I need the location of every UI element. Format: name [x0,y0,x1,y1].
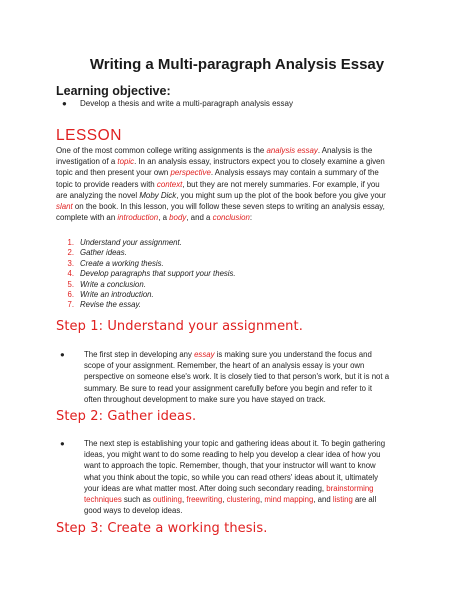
list-text: Write a conclusion. [80,279,146,289]
text-run: , [260,495,265,505]
text-run: The first step in developing any [84,350,195,359]
text-run: summary. Be sure to read your assignment carefully before you begin and refer to it [84,383,373,393]
text-run: The next step is establishing your topic and gathering ideas about it. To begin gathering [84,439,386,448]
step2-paragraph [60,438,428,516]
highlighted-term: brainstorming [326,483,374,493]
text-run: investigation of a [56,157,118,167]
step1-line [68,371,428,382]
text-run: good ways to develop ideas. [84,506,183,516]
highlighted-term: mind mapping [264,495,314,505]
lesson-line [56,167,424,178]
learning-objective-text: Develop a thesis and write a multi-paragraph analysis essay [80,99,293,108]
list-item [56,238,236,248]
step1-line [68,349,428,360]
text-run: topic and then present your own [56,168,171,178]
steps-list [56,238,236,311]
learning-objective-item [56,99,293,108]
highlighted-term: context [156,179,183,189]
list-number: 7. [67,300,74,310]
text-run: are analyzing the novel [56,190,140,200]
text-run: is making sure you understand the focus and [214,350,372,359]
list-text: Create a working thesis. [80,258,164,268]
bullet-icon: ● [60,350,65,359]
highlighted-term: outlining [152,495,182,505]
text-run: , [222,495,227,505]
highlighted-term: conclusion [212,213,250,223]
list-number: 2. [67,248,74,258]
step2-line [68,483,428,494]
text-run: : [249,213,253,223]
list-item [56,290,236,300]
bullet-icon: ● [62,99,67,108]
step1-line [68,383,428,394]
lesson-line [56,212,424,223]
list-item [56,280,236,290]
highlighted-term: slant [56,202,73,212]
highlighted-term: topic [117,157,135,167]
text-run: ideas, you might want to do some reading to help you develop a clear idea of how you [84,450,381,460]
text-run: your ideas are what matter most. After doing such secondary reading, [84,483,327,493]
step1-line [68,360,428,371]
step2-heading: Step 2: Gather ideas. [56,409,197,424]
text-run: want to approach the topic. Remember, though, that your instructor will want to know [84,461,376,471]
list-number: 4. [67,269,74,279]
list-text: Understand your assignment. [80,238,182,247]
learning-objective-heading: Learning objective: [56,84,171,98]
step2-line [68,460,428,471]
list-number: 1. [67,238,74,247]
document-title: Writing a Multi-paragraph Analysis Essay [89,56,385,73]
text-run: , and [313,495,333,505]
text-run: , you might sum up the plot of the book before you give your [176,190,386,200]
highlighted-term: listing [332,495,353,505]
step2-line [68,505,428,516]
list-text: Write an introduction. [80,290,154,300]
list-number: 5. [67,279,74,289]
text-run: . Analysis is the [317,146,373,155]
text-run: . In an analysis essay, instructors expect you to closely examine a given [134,157,385,167]
highlighted-term: clustering [226,495,260,505]
highlighted-term: techniques [84,495,122,505]
text-run: , and a [186,213,213,223]
text-run: what you think about the topic, so while you can read others' ideas about it, ultimately [84,472,379,482]
list-item [56,269,236,279]
text-run: , but they are not merely summaries. For example, if you [182,179,380,189]
text-run: scope of your assignment. Remember, the heart of an analysis essay is your own [84,361,365,371]
step2-line [68,438,428,449]
highlighted-term: body [169,213,187,223]
lesson-line [56,201,424,212]
step1-paragraph [60,349,428,405]
step1-heading: Step 1: Understand your assignment. [56,319,303,334]
list-text: Gather ideas. [80,248,127,258]
text-run: One of the most common college writing assignments is the [56,146,267,155]
text-run: perspective on someone else's work. It is closely tied to that person's work, but it is not a [84,372,390,382]
step2-line [68,494,428,505]
step2-line [68,472,428,483]
step3-heading: Step 3: Create a working thesis. [56,521,268,536]
list-text: Develop paragraphs that support your thesis. [80,269,236,279]
text-run: on the book. In this lesson, you will follow these seven steps to writing an analysis essay, [72,202,385,212]
step1-line [68,394,428,405]
list-number: 6. [67,290,74,300]
lesson-line [56,190,424,201]
list-number: 3. [67,258,74,268]
text-run: often throughout development to make sure you have stayed on track. [84,394,326,404]
text-run: complete with an [56,213,118,223]
text-run: . Analysis essays may contain a summary of the [210,168,379,178]
text-run: , a [158,213,170,223]
italic-title: Moby Dick [139,190,177,200]
list-text: Revise the essay. [80,300,141,310]
bullet-icon: ● [60,439,65,448]
text-run: such as [121,495,153,505]
list-item [56,300,236,310]
step2-line [68,449,428,460]
lesson-line [56,179,424,190]
text-run: are all [352,495,377,505]
highlighted-term: perspective [170,168,211,178]
lesson-heading: LESSON [56,127,122,144]
text-run: topic to provide readers with [56,179,157,189]
lesson-paragraph [56,145,424,223]
highlighted-term: introduction [117,213,159,223]
highlighted-term: analysis essay [266,146,318,155]
highlighted-term: essay [194,350,215,359]
list-item [56,259,236,269]
highlighted-term: freewriting [186,495,223,505]
text-run: , [181,495,187,505]
list-item [56,248,236,258]
lesson-line [56,156,424,167]
lesson-line [56,145,424,156]
